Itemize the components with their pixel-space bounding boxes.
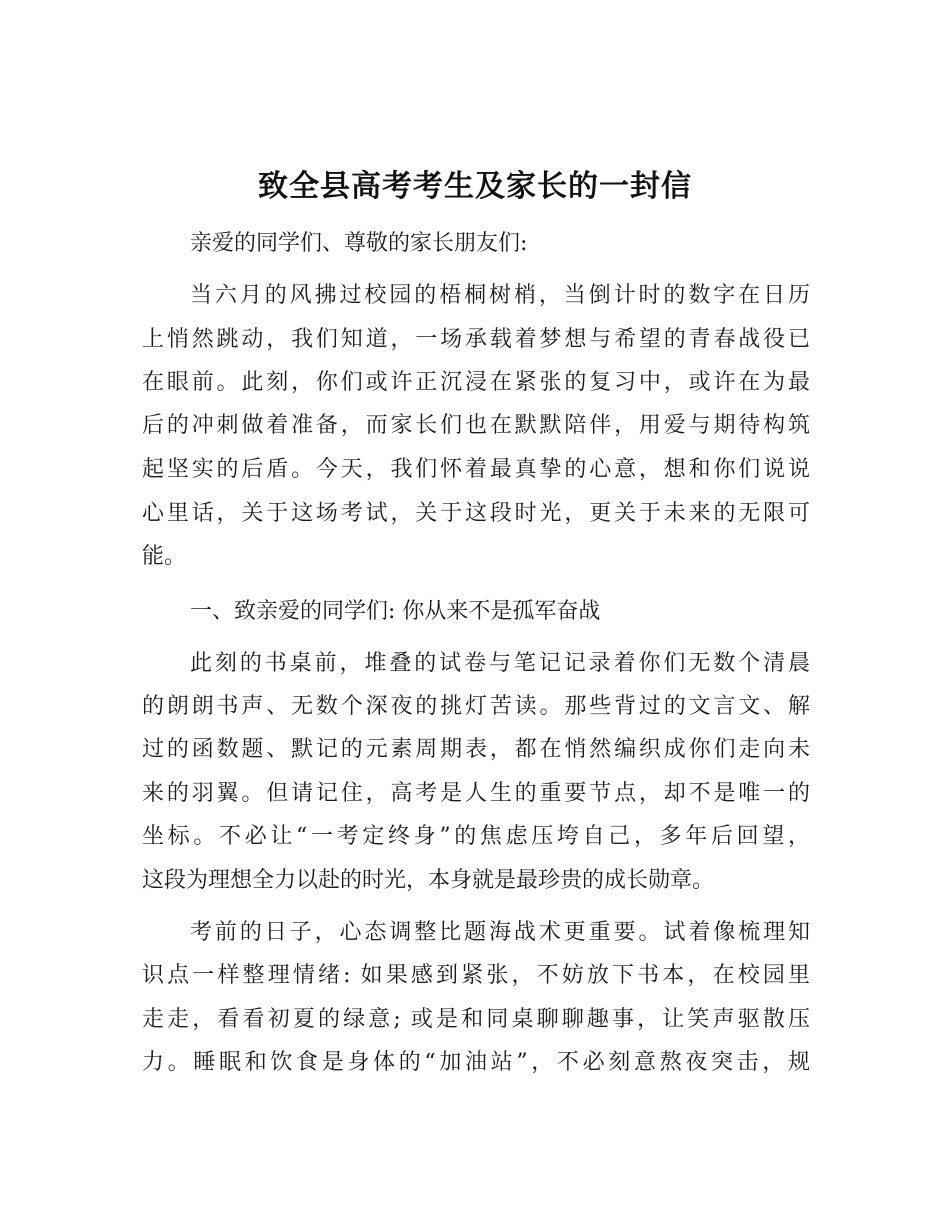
- section-heading: 一、致亲爱的同学们: 你从来不是孤军奋战: [190, 599, 601, 624]
- paragraph-line: 力。睡眠和饮食是身体的“加油站”，不必刻意熬夜突击，规: [142, 1050, 810, 1075]
- intro-line: 心里话，关于这场考试，关于这段时光，更关于未来的无限可: [142, 501, 810, 526]
- document-title: 致全县高考考生及家长的一封信: [258, 169, 692, 204]
- paragraph-line: 来的羽翼。但请记住，高考是人生的重要节点，却不是唯一的: [142, 781, 810, 806]
- paragraph-line: 这段为理想全力以赴的时光，本身就是最珍贵的成长勋章。: [142, 868, 715, 893]
- paragraph-line: 坐标。不必让“一考定终身”的焦虑压垮自己，多年后回望，: [142, 824, 810, 849]
- paragraph-line: 过的函数题、默记的元素周期表，都在悄然编织成你们走向未: [142, 737, 810, 762]
- intro-line: 起坚实的后盾。今天，我们怀着最真挚的心意，想和你们说说: [142, 457, 810, 482]
- intro-line: 在眼前。此刻，你们或许正沉浸在紧张的复习中，或许在为最: [142, 370, 810, 395]
- intro-line: 当六月的风拂过校园的梧桐树梢，当倒计时的数字在日历: [190, 283, 810, 308]
- intro-line: 后的冲刺做着准备，而家长们也在默默陪伴，用爱与期待构筑: [142, 413, 810, 438]
- paragraph-line: 考前的日子，心态调整比题海战术更重要。试着像梳理知: [190, 920, 810, 945]
- paragraph-line: 此刻的书桌前，堆叠的试卷与笔记记录着你们无数个清晨: [190, 651, 810, 676]
- paragraph-line: 的朗朗书声、无数个深夜的挑灯苦读。那些背过的文言文、解: [142, 694, 810, 719]
- intro-line: 上悄然跳动，我们知道，一场承载着梦想与希望的青春战役已: [142, 327, 810, 352]
- intro-line: 能。: [142, 544, 187, 569]
- paragraph-line: 走走，看看初夏的绿意; 或是和同桌聊聊趣事，让笑声驱散压: [142, 1007, 810, 1032]
- paragraph-line: 识点一样整理情绪: 如果感到紧张，不妨放下书本，在校园里: [142, 963, 810, 988]
- salutation: 亲爱的同学们、尊敬的家长朋友们:: [190, 231, 528, 256]
